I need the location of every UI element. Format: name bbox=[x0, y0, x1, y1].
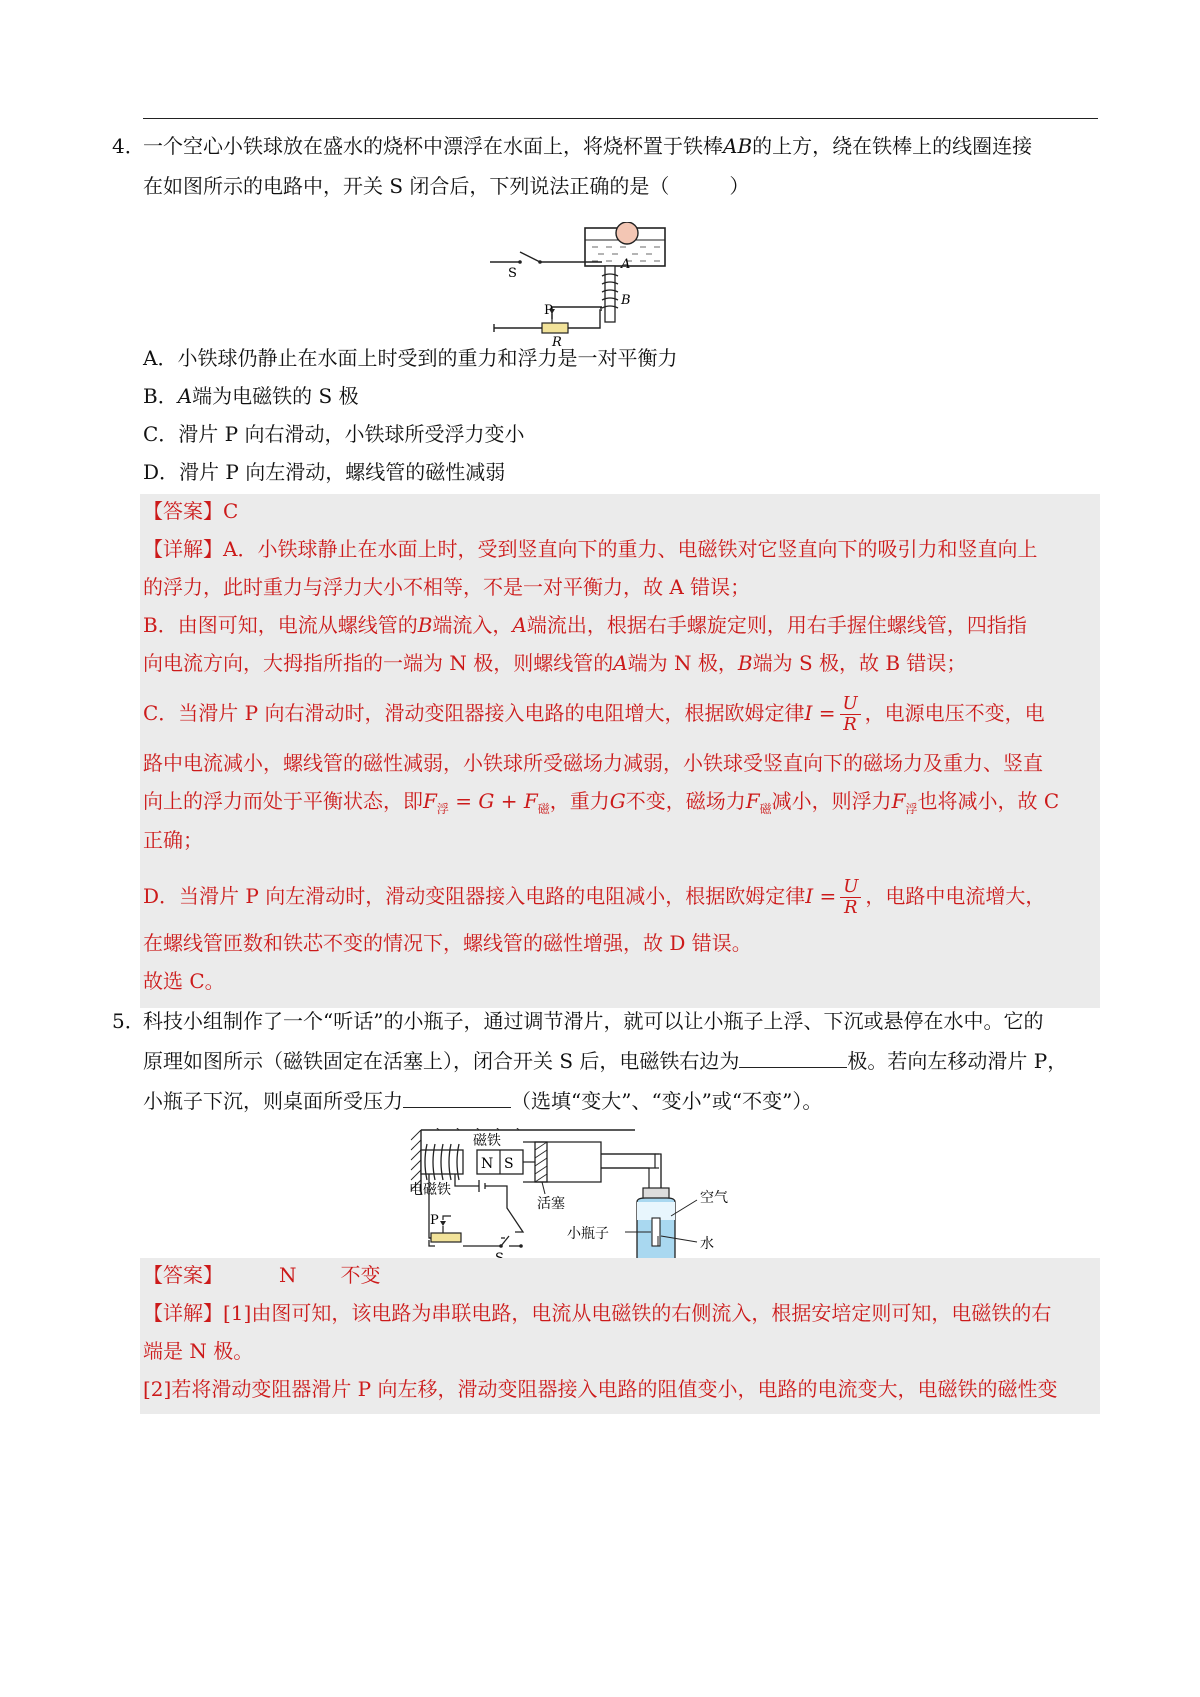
label-magnet: 磁铁 bbox=[473, 1133, 501, 1149]
iron-ball-icon bbox=[616, 222, 638, 244]
explanation-line: 端是 N 极。 bbox=[143, 1339, 254, 1363]
formula-fraction: $\frac{U}{R}$ bbox=[840, 694, 861, 735]
question-stem-line: 在如图所示的电路中，开关 S 闭合后，下列说法正确的是（ ） bbox=[143, 174, 750, 198]
conclusion-line: 故选 C。 bbox=[143, 969, 225, 993]
formula-ohm: I = bbox=[804, 701, 836, 725]
explanation-line: [2]若将滑动变阻器滑片 P 向左移，滑动变阻器接入电路的阻值变小，电路的电流变大，电磁铁的磁性变 bbox=[143, 1377, 1058, 1401]
option-b: B．A端为电磁铁的 S 极 bbox=[143, 384, 359, 408]
label-air: 空气 bbox=[700, 1190, 728, 1206]
explanation-line: D．当滑片 P 向左滑动时，滑动变阻器接入电路的电阻减小，根据欧姆定律I = $\frac{U}{R}$ ，电路中电流增大， bbox=[143, 876, 1046, 918]
answer-value-1: N bbox=[279, 1263, 297, 1287]
question-number: 5． bbox=[112, 1009, 145, 1033]
explanation-line: 向上的浮力而处于平衡状态，即$F_浮 = G + F_磁$，重力G不变，磁场力$F_磁$减小，则浮力$F_浮$也将减小，故 C bbox=[143, 789, 1060, 816]
label-n: N bbox=[481, 1156, 494, 1172]
explanation-line: 在螺线管匝数和铁芯不变的情况下，螺线管的磁性增强，故 D 错误。 bbox=[143, 931, 752, 955]
label-bottle: 小瓶子 bbox=[567, 1226, 609, 1242]
answer-value-2: 不变 bbox=[340, 1263, 381, 1287]
question-number: 4． bbox=[112, 134, 145, 158]
explanation-line: C．当滑片 P 向右滑动时，滑动变阻器接入电路的电阻增大，根据欧姆定律I = $\frac{U}{R}$ ，电源电压不变，电 bbox=[143, 693, 1045, 735]
question-stem-line: 一个空心小铁球放在盛水的烧杯中漂浮在水面上，将烧杯置于铁棒AB的上方，绕在铁棒上的线圈连接 bbox=[143, 134, 1033, 158]
explanation-line: 【详解】A．小铁球静止在水面上时，受到竖直向下的重力、电磁铁对它竖直向下的吸引力和竖直向上 bbox=[143, 537, 1038, 561]
option-c: C．滑片 P 向右滑动，小铁球所受浮力变小 bbox=[143, 422, 525, 446]
label-water: 水 bbox=[700, 1236, 714, 1252]
header-rule bbox=[143, 118, 1098, 119]
question-stem-line: 科技小组制作了一个“听话”的小瓶子，通过调节滑片，就可以让小瓶子上浮、下沉或悬停在水中。它的 bbox=[143, 1009, 1044, 1033]
question-stem-line: 原理如图所示（磁铁固定在活塞上），闭合开关 S 后，电磁铁右边为 极。若向左移动滑片 P， bbox=[143, 1049, 1068, 1073]
option-a: A．小铁球仍静止在水面上时受到的重力和浮力是一对平衡力 bbox=[143, 346, 678, 370]
answer-value: C bbox=[223, 499, 239, 523]
label-piston: 活塞 bbox=[537, 1196, 565, 1212]
explanation-line: 向电流方向，大拇指所指的一端为 N 极，则螺线管的A端为 N 极，B端为 S 极，故 B 错误； bbox=[143, 651, 967, 675]
label-a: A bbox=[621, 257, 631, 272]
formula-fraction: $\frac{U}{R}$ bbox=[840, 877, 861, 918]
label-p: P bbox=[430, 1213, 439, 1228]
answer-line: 【答案】 N 不变 bbox=[143, 1263, 381, 1287]
option-d: D．滑片 P 向左滑动，螺线管的磁性减弱 bbox=[143, 460, 506, 484]
answer-blank-2 bbox=[403, 1089, 511, 1108]
answer-blank-1 bbox=[739, 1049, 847, 1068]
explanation-line: B．由图可知，电流从螺线管的B端流入，A端流出，根据右手螺旋定则，用右手握住螺线管，四指指 bbox=[143, 613, 1027, 637]
explanation-line: 的浮力，此时重力与浮力大小不相等，不是一对平衡力，故 A 错误； bbox=[143, 575, 751, 599]
label-p: P bbox=[544, 303, 553, 318]
label-switch: S bbox=[508, 266, 517, 281]
circuit-figure-q5 bbox=[405, 1128, 805, 1268]
question-stem-line: 小瓶子下沉，则桌面所受压力 （选填“变大”、“变小”或“不变”）。 bbox=[143, 1089, 823, 1113]
answer-line: 【答案】C bbox=[143, 499, 239, 523]
explanation-line: 正确； bbox=[143, 828, 203, 852]
explanation-line: 路中电流减小，螺线管的磁性减弱，小铁球所受磁场力减弱，小铁球受竖直向下的磁场力及重力、竖直 bbox=[143, 751, 1043, 775]
label-s-pole: S bbox=[504, 1156, 514, 1172]
explanation-line: 【详解】[1]由图可知，该电路为串联电路，电流从电磁铁的右侧流入，根据安培定则可知，电磁铁的右 bbox=[143, 1301, 1052, 1325]
label-electromagnet: 电磁铁 bbox=[409, 1182, 451, 1198]
label-b: B bbox=[621, 293, 631, 308]
label-r: R bbox=[552, 335, 562, 350]
